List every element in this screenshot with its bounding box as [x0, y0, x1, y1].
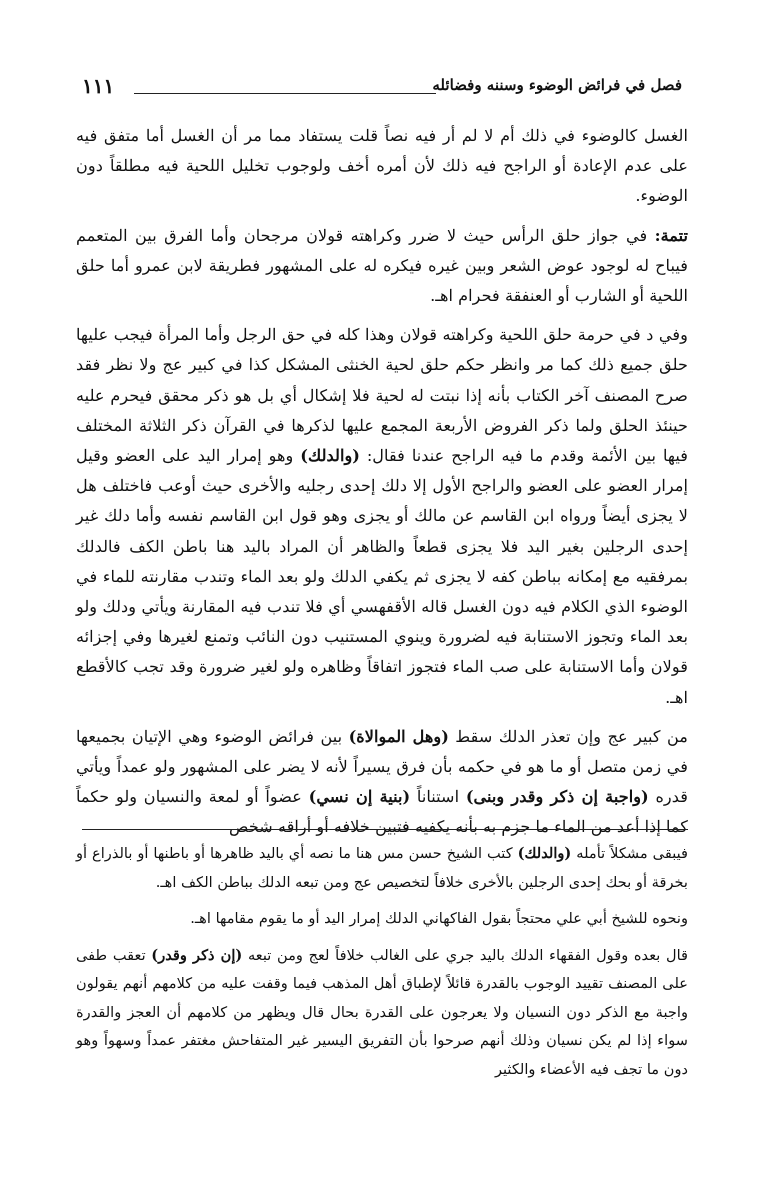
page-number: ١١١: [82, 74, 115, 98]
bold-term: (والدلك): [517, 845, 572, 862]
running-header: [82, 74, 682, 104]
footnote-3: [76, 942, 688, 1085]
text-run: استناناً: [410, 787, 466, 807]
header-rule: [134, 93, 436, 94]
text-run: في جواز حلق الرأس حيث لا ضرر وكراهته قولان مرجحان وأما الفرق بين المتعمم فيباح له لوجود عوض الشعر وبين غيره فيكره له على المشهور فطريقة لابن عمرو أما حلق اللحية أو الشارب أو العنفقة فحرام اهـ.: [76, 225, 688, 306]
main-paragraph-4: [76, 722, 688, 843]
bold-term: (إن ذكر وقدر): [151, 946, 243, 964]
bold-term: (والدلك): [300, 446, 360, 466]
main-paragraph-3: [76, 320, 688, 713]
text-run: وهو إمرار اليد على العضو وقيل إمرار العضو على العضو والراجح الأول إلا دلك إحدى رجليه والأخرى حيث أوعب فاختلف هل لا يجزى أيضاً ورواه ابن القاسم عن مالك أو يجزى وهو قول ابن القاسم نفسه وأما دلك غير إحدى الرجلين بغير اليد فلا يجزى قطعاً والظاهر أن المراد باليد هنا باطن الكف فالدلك بمرفقيه مع إمكانه بباطن كفه لا يجزى ثم يكفي الدلك ولو بعد الماء وتندب مقارنته للماء في الوضوء الذي الكلام فيه دون الغسل قاله الأقفهسي أي فلا تندب فيه المقارنة ويأتي ودلك ولو بعد الماء وتجوز الاستنابة فيه لضرورة وينوي المستنيب دون النائب وتمنع لغيرها وفي إجزائه قولان وأما الاستنابة على صب الماء فتجوز اتفاقاً وظاهره ولو لغير ضرورة وقد تجب كالأقطع اهـ.: [76, 446, 688, 707]
text-run: كتب الشيخ حسن مس هنا ما نصه أي باليد ظاهرها أو باطنها أو بالذراع أو بخرقة أو بحك إحدى الرجلين بالأخرى خلافاً لتخصيص عج ومن تبعه الدلك بباطن الكف اهـ.: [76, 845, 688, 891]
footnote-2: [76, 905, 688, 934]
main-paragraph-2: [76, 221, 688, 312]
text-run: الغسل كالوضوء في ذلك أم لا لم أر فيه نصاً قلت يستفاد مما مر أن الغسل أما متفق فيه على عدم الإعادة أو الراجح فيه ذلك لأن أمره أخف ولوجوب تخليل اللحية فيه مطلقاً دون الوضوء.: [76, 126, 688, 206]
text-run: عضواً أو لمعة والنسيان ولو حكماً كما إذا أعد من الماء ما جزم به بأنه يكفيه فتبين خلافه أو أراقه شخص: [76, 787, 688, 837]
text-run: وفي د في حرمة حلق اللحية وكراهته قولان وهذا كله في حق الرجل وأما المرأة فيجب عليها حلق جميع ذلك كما مر وانظر حكم حلق لحية الخنثى المشكل كذا في كبير عج ولا نظر فقد صرح المصنف آخر الكتاب بأنه إذا نبتت له لحية فلا إشكال أي بل هو ذكر محقق فيحرم عليه حينئذ الحلق ولما ذكر الفروض الأربعة المجمع عليها لذكرها في القرآن ذكر الثلاثة المختلف فيها بين الأئمة وقدم ما فيه الراجح عندنا فقال:: [76, 325, 688, 466]
text-run: بين فرائض الوضوء وهي الإتيان بجميعها في زمن متصل أو ما هو في حكمه بأن فرق يسيراً لأنه لا يضر على المشهور ولو عمداً ويأتي قدره: [76, 726, 688, 807]
footnote-1: [76, 840, 688, 897]
main-paragraph-1: [76, 121, 688, 212]
running-title: فصل في فرائض الوضوء وسننه وفضائله: [432, 76, 682, 94]
bold-term: (بنية إن نسي): [308, 787, 411, 807]
text-run: قال بعده وقول الفقهاء الدلك باليد جري على الغالب خلافاً لعج ومن تبعه: [242, 946, 688, 964]
main-text: [76, 121, 688, 843]
text-run: فيبقى مشكلاً تأمله: [571, 845, 688, 862]
text-run: تعقب طفى على المصنف تقييد الوجوب بالقدرة قائلاً لإطباق أهل المذهب فيما وقفت عليه من كلامهم أنهم يقولون واجبة مع الذكر دون النسيان ولا يعرجون على القدرة بحال قال ويظهر من كلامهم أن العجز والقدرة سواء إذا لم يكن نسيان وذلك أنهم صرحوا بأن التفريق اليسير غير المتفاحش مغتفر عمداً وسهواً وهو دون ما تجف فيه الأعضاء والكثير: [76, 946, 688, 1078]
bold-term: (وهل الموالاة): [348, 726, 449, 746]
bold-term: (واجبة إن ذكر وقدر وبنى): [465, 787, 649, 807]
footnote-divider: [82, 829, 688, 830]
bold-heading: تتمة:: [654, 225, 688, 245]
footnotes: [76, 840, 688, 1084]
text-run: من كبير عج وإن تعذر الدلك سقط: [448, 726, 688, 746]
text-run: ونحوه للشيخ أبي علي محتجاً بقول الفاكهاني الدلك إمرار اليد أو ما يقوم مقامها اهـ.: [190, 910, 688, 927]
